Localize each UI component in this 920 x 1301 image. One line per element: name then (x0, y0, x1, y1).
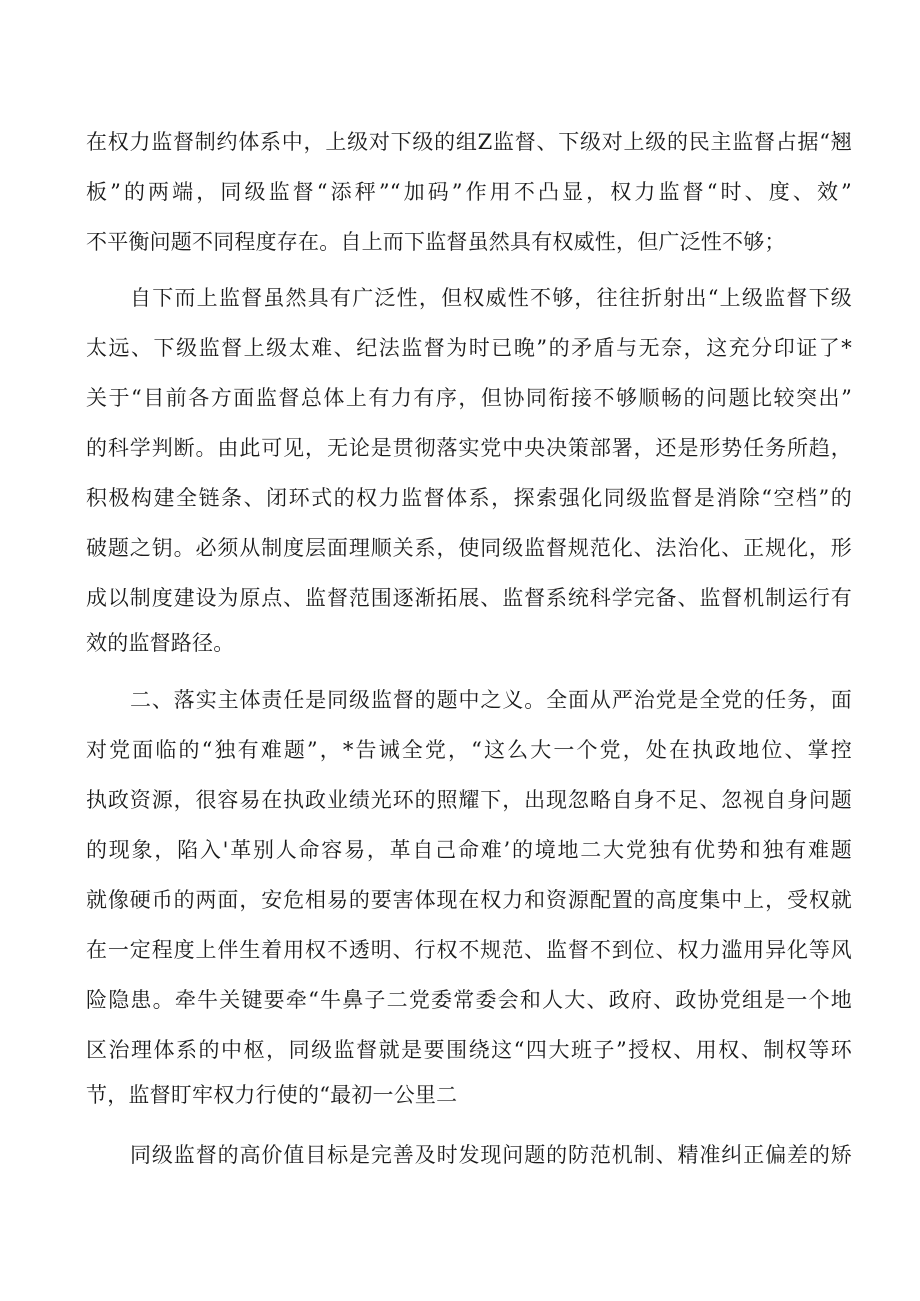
paragraph-3-line-9: 节，监督盯牢权力行使的“最初一公里二 (86, 1083, 458, 1107)
paragraph-2-line-2: 太远、下级监督上级太难、纪法监督为时已晚”的矛盾与无奈，这充分印证了* (86, 336, 852, 360)
paragraph-2-line-3: 关于“目前各方面监督总体上有力有序，但协同衔接不够顺畅的问题比较突出” (86, 386, 852, 410)
paragraph-2-line-8: 效的监督路径。 (86, 631, 235, 655)
paragraph-3-line-1: 二、落实主体责任是同级监督的题中之义。全面从严治党是全党的任务，面 (130, 688, 852, 712)
paragraph-2-line-7: 成以制度建设为原点、监督范围逐渐拓展、监督系统科学完备、监督机制运行有 (86, 586, 852, 610)
paragraph-3-line-8: 区治理体系的中枢，同级监督就是要围绕这“四大班子”授权、用权、制权等环 (86, 1038, 852, 1062)
paragraph-3-line-7: 险隐患。牵牛关键要牵“牛鼻子二党委常委会和人大、政府、政协党组是一个地 (86, 988, 852, 1012)
paragraph-3-line-3: 执政资源，很容易在执政业绩光环的照耀下，出现忽略自身不足、忽视自身问题 (86, 788, 852, 812)
paragraph-2-line-6: 破题之钥。必须从制度层面理顺关系，使同级监督规范化、法治化、正规化，形 (86, 536, 852, 560)
paragraph-2-line-1: 自下而上监督虽然具有广泛性，但权威性不够，往往折射出“上级监督下级 (130, 286, 852, 310)
paragraph-4-line-1: 同级监督的高价值目标是完善及时发现问题的防范机制、精准纠正偏差的矫 (130, 1143, 852, 1167)
paragraph-3-line-6: 在一定程度上伴生着用权不透明、行权不规范、监督不到位、权力滥用异化等风 (86, 938, 852, 962)
paragraph-3-line-2: 对党面临的“独有难题”，*告诫全党，“这么大一个党，处在执政地位、掌控 (86, 738, 852, 762)
paragraph-1-line-2: 板”的两端，同级监督“添秤”“加码”作用不凸显，权力监督“时、度、效” (86, 180, 852, 204)
paragraph-3-line-4: 的现象，陷入'革别人命容易，革自己命难’的境地二大党独有优势和独有难题 (86, 838, 852, 862)
paragraph-2-line-4: 的科学判断。由此可见，无论是贯彻落实党中央决策部署，还是形势任务所趋， (86, 436, 852, 460)
paragraph-2-line-5: 积极构建全链条、闭环式的权力监督体系，探索强化同级监督是消除“空档”的 (86, 486, 852, 510)
paragraph-1-line-1: 在权力监督制约体系中，上级对下级的组Z监督、下级对上级的民主监督占据“翘 (86, 130, 852, 154)
paragraph-3-line-5: 就像硬币的两面，安危相易的要害体现在权力和资源配置的高度集中上，受权就 (86, 888, 852, 912)
paragraph-1-line-3: 不平衡问题不同程度存在。自上而下监督虽然具有权威性，但广泛性不够； (86, 230, 786, 254)
